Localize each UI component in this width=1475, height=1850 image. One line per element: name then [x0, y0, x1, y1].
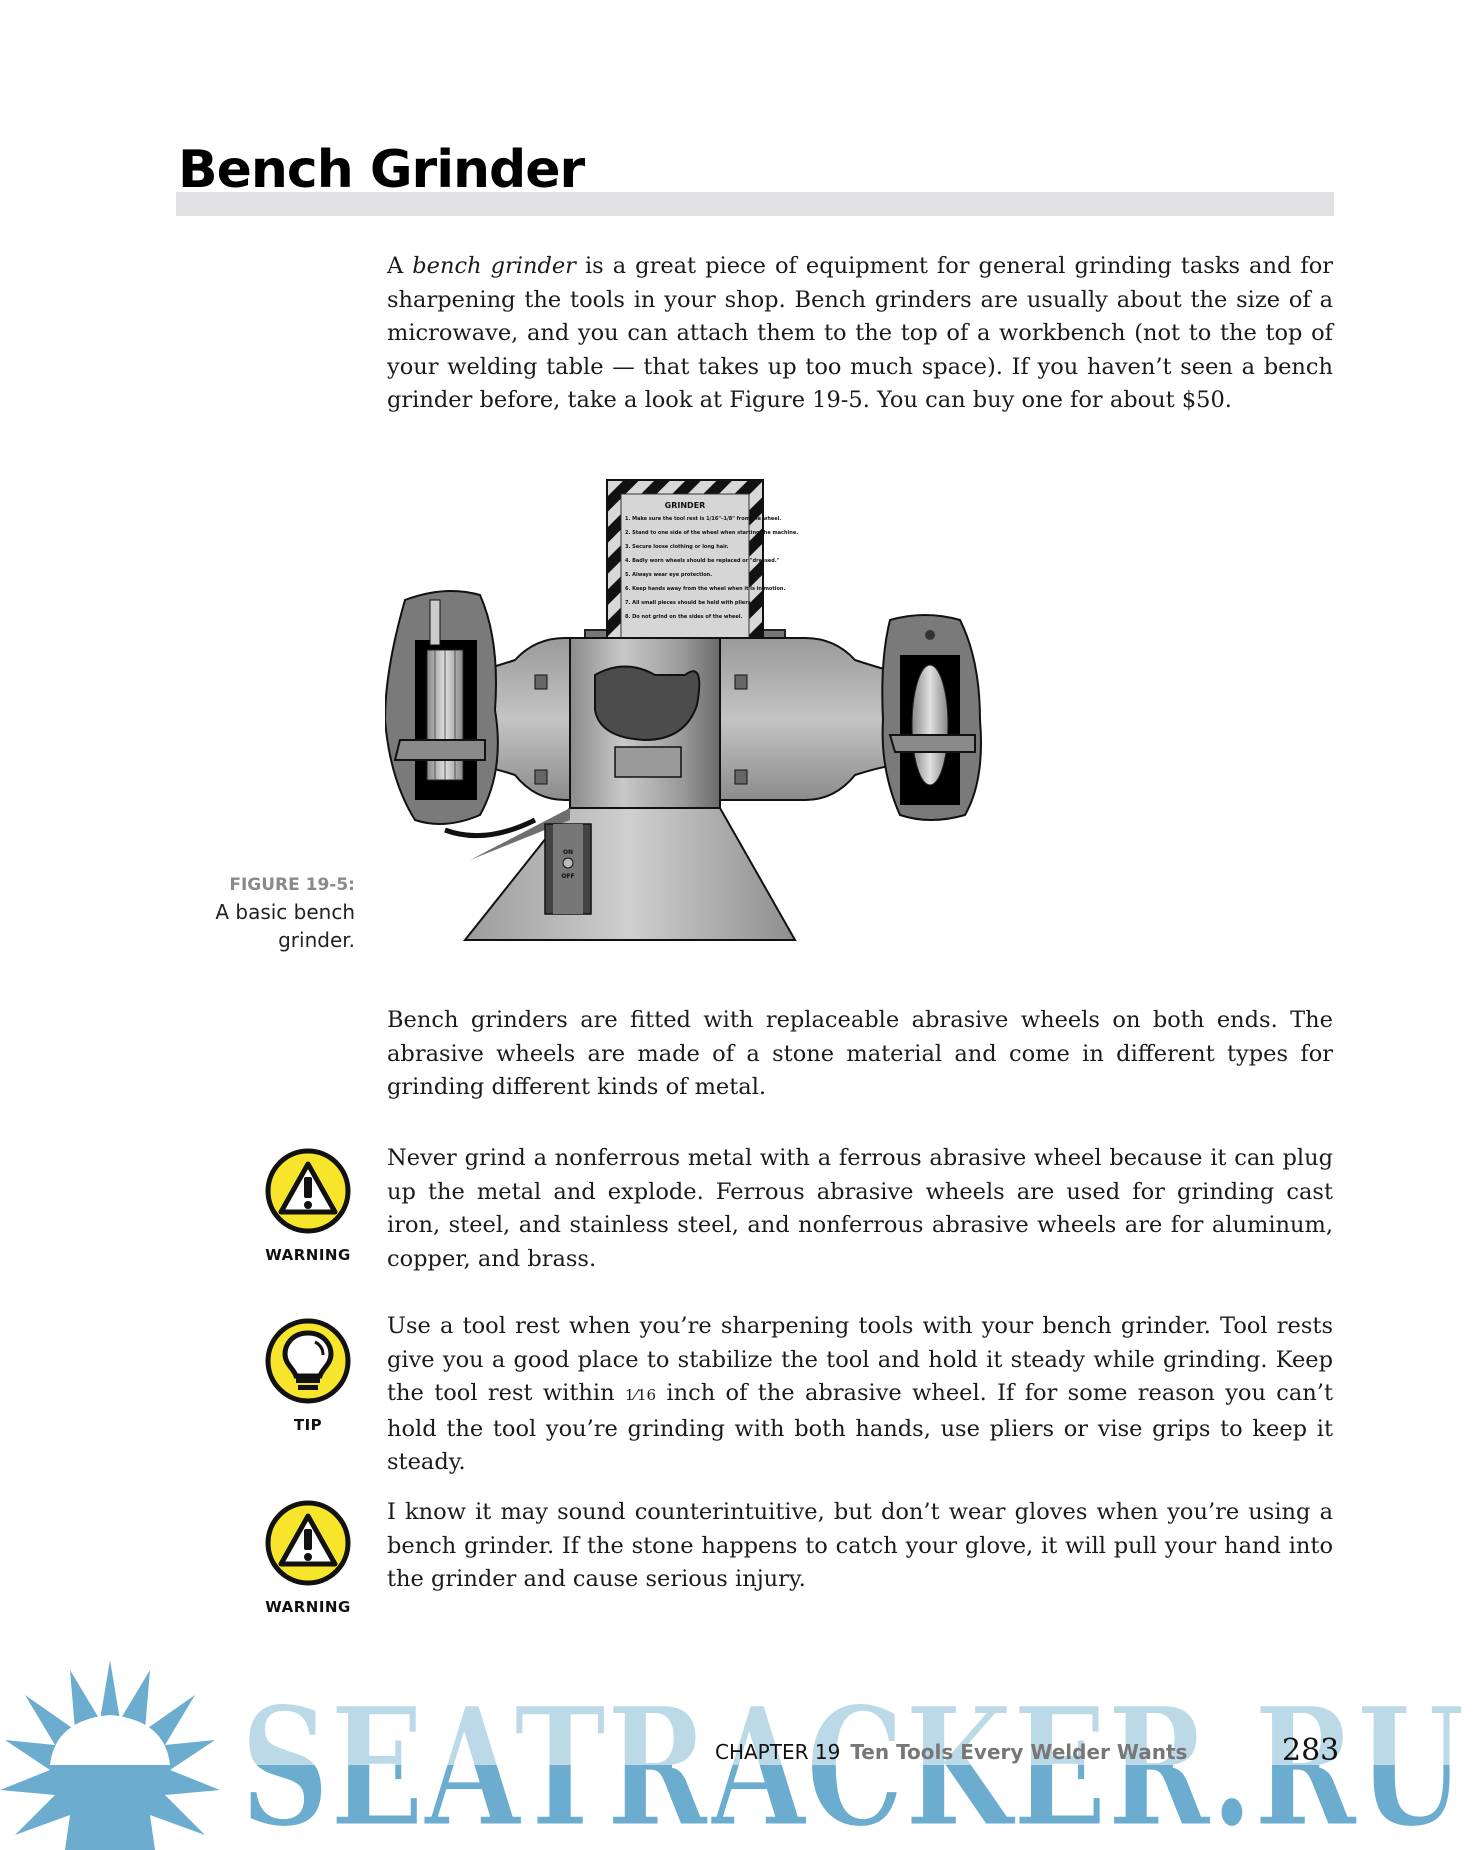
- chapter-number: CHAPTER 19: [715, 1740, 841, 1764]
- sign-rule: 6. Keep hands away from the wheel when it is in motion.: [625, 586, 786, 592]
- figure-caption: [155, 872, 355, 954]
- tip-text-start: Use a tool rest when you’re sharpening tools with your bench grinder. Tool rests give you a good place to stabilize the tool and hold it steady while grinding. Keep the tool rest within: [387, 1313, 1333, 1407]
- bench-grinder-illustration: [385, 470, 985, 960]
- switch-on-label: ON: [562, 849, 574, 856]
- fraction: 1⁄16: [624, 1386, 657, 1405]
- sign-rule: 4. Badly worn wheels should be replaced or "dressed.": [625, 558, 780, 564]
- sun-logo-icon: [0, 1660, 220, 1850]
- sign-rule: 7. All small pieces should be held with pliers.: [625, 600, 753, 606]
- tip-text-end: inch of the abrasive wheel. If for some reason you can’t hold the tool you’re grinding with both hands, use pliers or vise grips to keep it steady.: [387, 1380, 1333, 1476]
- lightbulb-icon: [265, 1318, 351, 1404]
- warning-label: WARNING: [265, 1246, 351, 1264]
- warning-triangle-icon: [265, 1500, 351, 1586]
- wheels-paragraph: Bench grinders are fitted with replaceable abrasive wheels on both ends. The abrasive wheels are made of a stone material and come in different types for grinding different kinds of metal.: [387, 1007, 1333, 1101]
- bench-grinder-figure: [385, 470, 985, 960]
- sign-rule: 5. Always wear eye protection.: [625, 572, 713, 578]
- section-title: Bench Grinder: [178, 140, 585, 200]
- sign-rule: 3. Secure loose clothing or long hair.: [625, 544, 729, 550]
- sign-rule: 1. Make sure the tool rest is 1/16"–1/8" from the wheel.: [625, 516, 782, 522]
- warning-callout-text: I know it may sound counterintuitive, but don’t wear gloves when you’re using a bench grinder. If the stone happens to catch your glove, it will pull your hand into the grinder and cause serious injury.: [387, 1499, 1333, 1593]
- tip-callout-text: [387, 1310, 1333, 1480]
- running-footer: [715, 1740, 1187, 1764]
- switch-off-label: OFF: [561, 873, 575, 880]
- power-switch-icon: [563, 858, 573, 868]
- chapter-title: Ten Tools Every Welder Wants: [850, 1740, 1188, 1764]
- warning-callout-text: Never grind a nonferrous metal with a ferrous abrasive wheel because it can plug up the metal and explode. Ferrous abrasive wheels are used for grinding cast iron, steel, and stainless steel, and nonferrous abrasive wheels are for aluminum, copper, and brass.: [387, 1145, 1333, 1272]
- sign-rule: 8. Do not grind on the sides of the wheel.: [625, 614, 743, 620]
- intro-emphasis: bench grinder: [412, 253, 576, 279]
- warning-callout-icon-block: [256, 1148, 360, 1264]
- figure-caption-text: A basic bench grinder.: [215, 900, 355, 952]
- intro-text-end: is a great piece of equipment for general grinding tasks and for sharpening the tools in your shop. Bench grinders are usually about the size of a microwave, and you can attach them to the top of a workbench (not to the top of your welding table — that takes up too much space). If you haven’t seen a bench grinder before, take a look at Figure 19-5. You can buy one for about $50.: [387, 253, 1334, 414]
- tip-callout-icon-block: [256, 1318, 360, 1434]
- warning-label: WARNING: [265, 1598, 351, 1616]
- warning-triangle-icon: [265, 1148, 351, 1234]
- tip-label: TIP: [293, 1416, 323, 1434]
- sign-heading: GRINDER: [664, 501, 706, 510]
- sign-rule: 2. Stand to one side of the wheel when starting the machine.: [625, 530, 799, 536]
- intro-paragraph: [387, 250, 1333, 418]
- page-number: 283: [1282, 1733, 1340, 1768]
- intro-text-start: A: [387, 253, 413, 279]
- figure-label: FIGURE 19-5:: [229, 875, 355, 895]
- warning-callout-icon-block: [256, 1500, 360, 1616]
